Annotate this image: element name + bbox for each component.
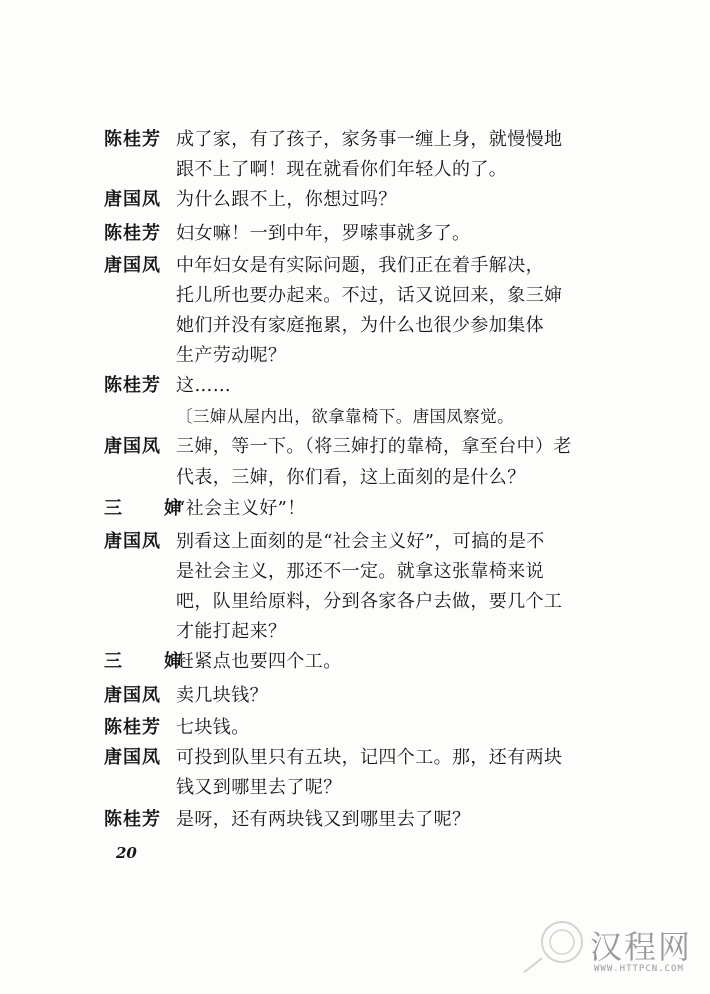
watermark-title: 汉程网 [590,928,693,966]
speaker-name: 三 婶 [104,651,194,672]
dialogue-line: 是社会主义，那还不一定。就拿这张靠椅来说 [176,561,544,582]
speaker-name: 陈桂芳 [104,223,161,244]
page-number: 20 [116,844,137,862]
watermark-url: WWW.HTTPCN.COM [594,964,684,974]
dialogue-line: “社会主义好”！ [176,498,306,519]
speaker-name: 唐国凤 [104,436,161,457]
speaker-name: 唐国凤 [104,747,161,768]
stage-direction: 〔三婶从屋内出，欲拿靠椅下。唐国凤察觉。 [176,407,514,426]
dialogue-line: 为什么跟不上，你想过吗？ [176,189,397,210]
dialogue-line: 可投到队里只有五块，记四个工。那，还有两块 [176,747,563,768]
dialogue-line: 才能打起来？ [176,621,287,642]
dialogue-line: 是呀，还有两块钱又到哪里去了呢？ [176,809,471,830]
dialogue-line: 这…… [176,375,232,396]
speaker-name: 三 婶 [104,498,194,519]
speaker-name: 陈桂芳 [104,717,161,738]
dialogue-line: 跟不上了啊！现在就看你们年轻人的了。 [176,159,508,180]
dialogue-line: 中年妇女是有实际问题，我们正在着手解决， [176,255,544,276]
dialogue-line: 七块钱。 [176,717,250,738]
dialogue-line: 卖几块钱？ [176,685,268,706]
speaker-name: 唐国凤 [104,685,161,706]
speaker-name: 陈桂芳 [104,129,161,150]
dialogue-line: 三婶，等一下。（将三婶打的靠椅，拿至台中）老 [176,436,572,457]
dialogue-line: 成了家，有了孩子，家务事一缠上身，就慢慢地 [176,129,563,150]
dialogue-line: 托儿所也要办起来。不过，话又说回来，象三婶 [176,285,563,306]
speaker-name: 陈桂芳 [104,375,161,396]
speaker-name: 唐国凤 [104,189,161,210]
dialogue-line: 赶紧点也要四个工。 [176,651,342,672]
speaker-name: 陈桂芳 [104,809,161,830]
speaker-name: 唐国凤 [104,531,161,552]
dialogue-line: 生产劳动呢？ [176,345,287,366]
dialogue-line: 妇女嘛！一到中年，罗嗦事就多了。 [176,223,471,244]
dialogue-line: 别看这上面刻的是“社会主义好”，可搞的是不 [176,531,545,552]
dialogue-line: 钱又到哪里去了呢？ [176,777,342,798]
dialogue-line: 吧，队里给原料，分到各家各户去做，要几个工 [176,591,563,612]
dialogue-line: 代表，三婶，你们看，这上面刻的是什么？ [176,467,526,488]
speaker-name: 唐国凤 [104,255,161,276]
dialogue-line: 她们并没有家庭拖累，为什么也很少参加集体 [176,315,544,336]
